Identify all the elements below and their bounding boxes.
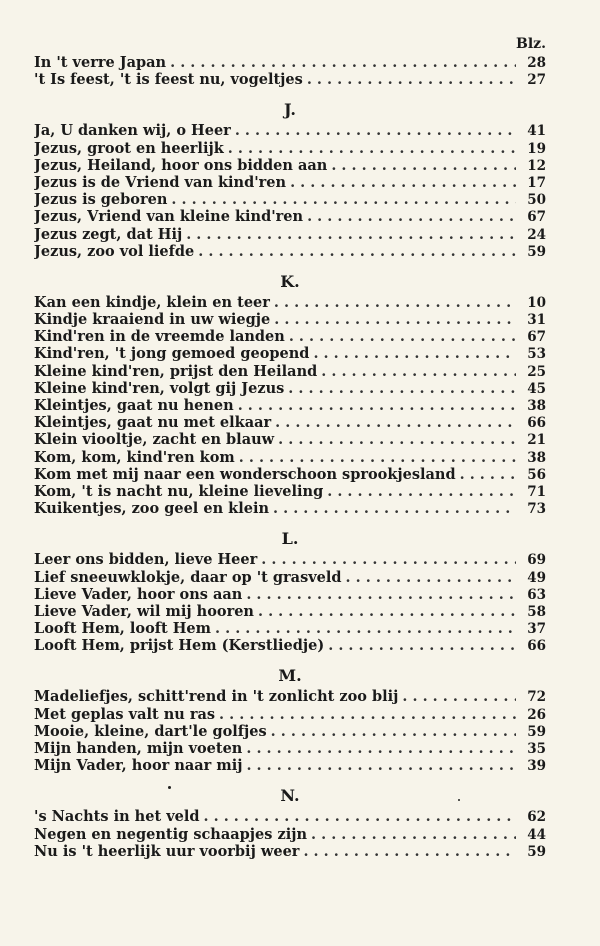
song-title: Ja, U danken wij, o Heer — [34, 122, 231, 140]
index-entry — [34, 208, 546, 225]
index-entry — [34, 226, 546, 243]
song-title: Mooie, kleine, dart'le golfjes — [34, 722, 267, 740]
song-title: Mijn handen, mijn voeten — [34, 740, 243, 757]
index-entry — [34, 414, 546, 431]
dot-leader — [170, 54, 516, 71]
page-number: 26 — [527, 706, 546, 723]
song-title: Lieve Vader, hoor ons aan — [34, 585, 243, 603]
dot-leader — [198, 243, 516, 260]
song-title: Kind'ren, 't jong gemoed geopend — [34, 345, 310, 363]
page-number: 38 — [527, 398, 546, 414]
song-title: Lief sneeuwklokje, daar op 't grasveld — [34, 568, 342, 586]
index-entry — [34, 363, 546, 380]
song-title: Kom, 't is nacht nu, kleine lieveling — [34, 482, 324, 500]
dot-leader — [238, 397, 516, 414]
page-number: 21 — [527, 432, 546, 449]
dot-leader — [307, 208, 516, 225]
page-number: 62 — [527, 809, 546, 826]
dot-leader — [171, 191, 516, 208]
page-number: 50 — [527, 192, 546, 209]
dot-leader — [288, 380, 516, 397]
page-number: 35 — [527, 741, 546, 757]
song-title: Leer ons bidden, lieve Heer — [34, 551, 258, 569]
dot-leader — [261, 551, 516, 568]
song-title: Kind'ren in de vreemde landen — [34, 328, 285, 346]
index-entry — [34, 483, 546, 500]
dot-leader — [290, 174, 516, 191]
index-entry — [34, 294, 546, 311]
index-entry — [34, 345, 546, 362]
index-entry — [34, 569, 546, 586]
dot-leader — [402, 688, 516, 705]
page-number: 49 — [527, 569, 546, 586]
song-title: Madeliefjes, schitt'rend in 't zonlicht zoo blij — [34, 688, 399, 706]
dot-leader — [328, 637, 516, 654]
dot-leader — [303, 843, 516, 860]
dot-leader — [313, 345, 516, 362]
index-page — [34, 34, 546, 864]
page-number: 71 — [527, 483, 546, 500]
section-letter: N. — [280, 786, 300, 806]
dot-leader — [321, 363, 516, 380]
dot-leader — [311, 826, 516, 843]
dot-leader — [215, 620, 516, 637]
page-number: 41 — [527, 123, 546, 140]
index-entry — [34, 826, 546, 843]
page-number: 66 — [527, 415, 546, 432]
page-number: 72 — [527, 689, 546, 706]
song-title: Kuikentjes, zoo geel en klein — [34, 500, 269, 518]
song-title: Klein viooltje, zacht en blauw — [34, 431, 275, 449]
page-number: 39 — [527, 758, 546, 775]
song-title: Mijn Vader, hoor naar mij — [34, 757, 243, 775]
dot-leader — [289, 328, 516, 345]
index-entry — [34, 551, 546, 568]
song-title: Kom, kom, kind'ren kom — [34, 448, 235, 466]
section-letter: M. — [278, 666, 302, 686]
page-number: 12 — [527, 157, 546, 174]
song-title: Jezus, Heiland, hoor ons bidden aan — [34, 156, 328, 174]
index-entry — [34, 603, 546, 620]
index-entry — [34, 449, 546, 466]
index-entry — [34, 688, 546, 705]
dot-leader — [278, 431, 516, 448]
song-title: In 't verre Japan — [34, 54, 167, 71]
dot-leader — [186, 226, 516, 243]
dot-leader — [327, 483, 516, 500]
index-entry — [34, 843, 546, 860]
song-title: Kleine kind'ren, prijst den Heiland — [34, 362, 318, 380]
page-number: 25 — [527, 363, 546, 380]
page-number: 24 — [527, 226, 546, 243]
page-number: 59 — [527, 723, 546, 740]
index-entry — [34, 808, 546, 825]
page-number: 44 — [527, 826, 546, 843]
song-title: Kan een kindje, klein en teer — [34, 293, 270, 311]
song-title: Kleintjes, gaat nu met elkaar — [34, 414, 272, 432]
page-number: 27 — [527, 72, 546, 89]
song-title: 't Is feest, 't is feest nu, vogeltjes — [34, 71, 303, 89]
page-number: 67 — [527, 209, 546, 226]
index-entry — [34, 637, 546, 654]
song-title: Jezus, zoo vol liefde — [34, 242, 195, 260]
index-entry — [34, 380, 546, 397]
index-entry — [34, 723, 546, 740]
page-number: 28 — [527, 55, 546, 71]
dot-leader — [460, 466, 516, 483]
page-number: 38 — [527, 449, 546, 466]
dot-leader — [239, 449, 516, 466]
page-column-header: Blz. — [516, 36, 546, 52]
index-entry — [34, 620, 546, 637]
index-entry — [34, 431, 546, 448]
page-number: 19 — [527, 140, 546, 157]
dot-leader — [274, 294, 516, 311]
dot-leader — [331, 157, 516, 174]
page-number: 73 — [527, 501, 546, 518]
index-entry — [34, 174, 546, 191]
page-number: 59 — [527, 243, 546, 260]
print-speck — [458, 799, 460, 801]
song-title: Kindje kraaiend in uw wiegje — [34, 311, 271, 329]
page-number: 31 — [527, 312, 546, 329]
index-entry — [34, 397, 546, 414]
song-title: Jezus zegt, dat Hij — [34, 225, 183, 243]
song-title: Nu is 't heerlijk uur voorbij weer — [34, 842, 300, 860]
song-title: Jezus is de Vriend van kind'ren — [34, 173, 287, 191]
section-letter: J. — [284, 100, 296, 120]
index-entry — [34, 122, 546, 139]
section-letter: K. — [280, 271, 300, 291]
page-number: 37 — [527, 621, 546, 638]
index-entry — [34, 311, 546, 328]
song-title: 's Nachts in het veld — [34, 808, 200, 826]
index-entry — [34, 500, 546, 517]
dot-leader — [275, 414, 516, 431]
index-entry — [34, 71, 546, 88]
dot-leader — [274, 311, 516, 328]
song-title: Jezus, Vriend van kleine kind'ren — [34, 208, 304, 226]
song-title: Looft Hem, prijst Hem (Kerstliedje) — [34, 637, 325, 655]
index-entry — [34, 191, 546, 208]
page-number: 10 — [527, 294, 546, 311]
index-entry — [34, 328, 546, 345]
dot-leader — [258, 603, 516, 620]
dot-leader — [228, 140, 516, 157]
song-title: Jezus, groot en heerlijk — [34, 139, 224, 157]
dot-leader — [271, 723, 516, 740]
index-entry — [34, 586, 546, 603]
index-entry — [34, 140, 546, 157]
song-title: Met geplas valt nu ras — [34, 705, 216, 723]
page-number: 53 — [527, 346, 546, 363]
page-number: 56 — [527, 466, 546, 483]
song-title: Lieve Vader, wil mij hooren — [34, 602, 254, 620]
index-entry — [34, 466, 546, 483]
page-number: 63 — [527, 586, 546, 603]
dot-leader — [219, 706, 516, 723]
dot-leader — [307, 71, 516, 88]
page-number: 67 — [527, 329, 546, 346]
index-entry — [34, 157, 546, 174]
page-number: 45 — [527, 380, 546, 397]
song-title: Kleine kind'ren, volgt gij Jezus — [34, 379, 285, 397]
dot-leader — [246, 740, 516, 757]
dot-leader — [346, 569, 516, 586]
song-title: Kleintjes, gaat nu henen — [34, 397, 234, 414]
index-entry — [34, 757, 546, 774]
dot-leader — [204, 808, 517, 825]
index-entry — [34, 740, 546, 757]
song-title: Jezus is geboren — [34, 191, 168, 209]
dot-leader — [246, 586, 516, 603]
print-speck — [168, 786, 171, 789]
page-number: 59 — [527, 843, 546, 860]
page-number: 66 — [527, 638, 546, 655]
song-index — [34, 54, 546, 860]
page-number: 69 — [527, 552, 546, 569]
dot-leader — [246, 757, 516, 774]
song-title: Kom met mij naar een wonderschoon sprookjesland — [34, 465, 456, 483]
page-number: 58 — [527, 603, 546, 620]
index-entry — [34, 54, 546, 71]
page-number: 17 — [527, 174, 546, 191]
song-title: Looft Hem, looft Hem — [34, 620, 211, 638]
index-entry — [34, 706, 546, 723]
dot-leader — [235, 122, 516, 139]
section-letter: L. — [281, 529, 299, 549]
index-entry — [34, 243, 546, 260]
dot-leader — [273, 500, 516, 517]
song-title: Negen en negentig schaapjes zijn — [34, 825, 307, 843]
